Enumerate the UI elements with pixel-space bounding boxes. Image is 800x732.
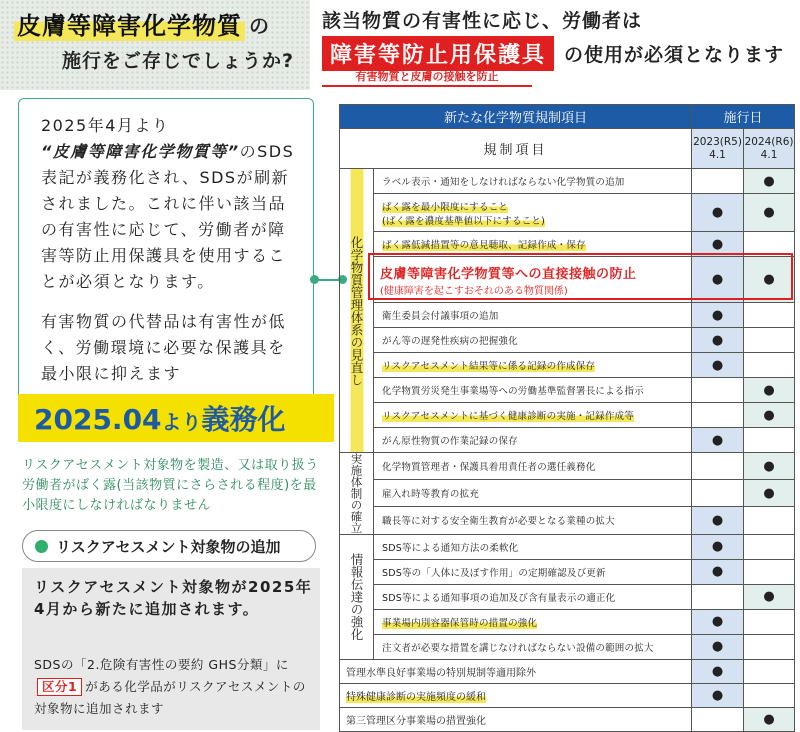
category-chemical-management: 化学物質管理体系の見直し bbox=[340, 169, 374, 453]
mandatory-band-text bbox=[34, 398, 286, 438]
dot-icon: ● bbox=[763, 407, 775, 423]
table-row-item: SDS等による通知方法の柔軟化 bbox=[374, 534, 692, 559]
year-2024-label: 2024(R6) bbox=[744, 135, 794, 148]
header-right-line2: の使用が必須となります bbox=[564, 44, 785, 66]
table-row-item: 管理水準良好事業場の特別規制等適用除外 bbox=[340, 659, 692, 683]
dot-icon: ● bbox=[711, 512, 724, 528]
cell-2024 bbox=[744, 303, 795, 328]
cell-2023 bbox=[692, 403, 744, 428]
table-year-2023 bbox=[692, 129, 744, 169]
table-row-item: ラベル表示・通知をしなければならない化学物質の追加 bbox=[374, 169, 692, 194]
dot-icon: ● bbox=[711, 564, 724, 579]
dot-icon: ● bbox=[711, 687, 724, 703]
info-callout bbox=[18, 98, 314, 416]
ras-detail-text bbox=[34, 654, 316, 720]
cell-2024 bbox=[744, 232, 795, 257]
cell-2024 bbox=[744, 634, 795, 659]
cell-2023 bbox=[692, 378, 744, 403]
category-implementation-system: 実施体制の確立 bbox=[340, 453, 374, 535]
cell-2023 bbox=[692, 328, 744, 353]
dot-icon: ● bbox=[763, 173, 775, 189]
cell-2024 bbox=[744, 194, 795, 232]
cell-2023 bbox=[692, 609, 744, 634]
year-2023-day: 4.1 bbox=[709, 148, 726, 161]
dot-icon: ● bbox=[711, 663, 724, 679]
row-text: 皮膚等障害化学物質等への直接接触の防止 bbox=[380, 266, 637, 282]
dot-icon: ● bbox=[763, 272, 775, 287]
dot-icon: ● bbox=[711, 357, 724, 373]
table-row-item: 雇入れ時等教育の拡充 bbox=[374, 480, 692, 507]
header-title-particle: の bbox=[249, 14, 269, 38]
cell-2024 bbox=[744, 507, 795, 534]
cell-2024 bbox=[744, 534, 795, 559]
cell-2024 bbox=[744, 353, 795, 378]
table-row-item bbox=[374, 609, 692, 634]
table-row-item bbox=[374, 194, 692, 232]
cell-2023 bbox=[692, 634, 744, 659]
table-row-item bbox=[374, 353, 692, 378]
row-text: ばく露低減措置等の意見聴取、記録作成・保存 bbox=[382, 240, 586, 251]
cell-2023 bbox=[692, 707, 744, 731]
dot-icon: ● bbox=[711, 639, 724, 654]
cell-2024 bbox=[744, 559, 795, 584]
connector-dot-left bbox=[310, 275, 319, 284]
table-row-item bbox=[374, 403, 692, 428]
cell-2024 bbox=[744, 584, 795, 609]
cell-2023 bbox=[692, 353, 744, 378]
header-subtitle: 施行をご存じでしょうか? bbox=[62, 50, 295, 72]
cell-2024 bbox=[744, 428, 795, 453]
callout-paragraph-2: 有害物質の代替品は有害性が低く、労働環境に必要な保護具を最小限に抑えます bbox=[41, 312, 287, 383]
table-row-item: 化学物質管理者・保護具着用責任者の選任義務化 bbox=[374, 453, 692, 480]
cell-2023 bbox=[692, 534, 744, 559]
protective-equipment-badge: 障害等防止用保護具 bbox=[322, 36, 554, 71]
header-right-line1: 該当物質の有害性に応じ、労働者は bbox=[322, 10, 643, 32]
row-subtext: (健康障害を起こすおそれのある物質関係) bbox=[380, 285, 568, 297]
table-head-date: 施行日 bbox=[692, 105, 795, 129]
dot-icon: ● bbox=[763, 382, 775, 398]
table-row-item bbox=[374, 232, 692, 257]
band-particle: より bbox=[161, 410, 202, 434]
cell-2023 bbox=[692, 428, 744, 453]
dot-icon: ● bbox=[711, 236, 724, 252]
row-text: 事業場内別容器保管時の措置の強化 bbox=[382, 617, 538, 629]
cell-2023 bbox=[692, 232, 744, 257]
cell-2023 bbox=[692, 194, 744, 232]
cell-2024 bbox=[744, 683, 795, 707]
category-information-transfer: 情報伝達の強化 bbox=[340, 534, 374, 659]
cell-2023 bbox=[692, 659, 744, 683]
cell-2024 bbox=[744, 169, 795, 194]
dot-icon: ● bbox=[711, 614, 724, 629]
risk-assessment-note: リスクアセスメント対象物を製造、又は取り扱う労働者がばく露(当該物質にさらされる程度)を最小限度にしなければなりません bbox=[22, 458, 319, 513]
table-row-item: SDS等の「人体に及ぼす作用」の定期確認及び更新 bbox=[374, 559, 692, 584]
table-row-item: がん原性物質の作業記録の保存 bbox=[374, 428, 692, 453]
dot-icon: ● bbox=[711, 432, 724, 448]
ras-section-label-text: リスクアセスメント対象物の追加 bbox=[56, 537, 281, 556]
row-text: 特殊健康診断の実施頻度の緩和 bbox=[346, 691, 486, 703]
row-text: リスクアセスメントに基づく健康診断の実施・記録作成等 bbox=[382, 411, 634, 422]
regulation-table bbox=[339, 104, 795, 732]
ras-text-b: がある化学品がリスクアセスメントの対象物に追加されます bbox=[34, 679, 306, 716]
table-row-item: 注文者が必要な措置を講じなければならない設備の範囲の拡大 bbox=[374, 634, 692, 659]
dot-icon: ● bbox=[711, 272, 724, 287]
dot-icon: ● bbox=[711, 332, 724, 348]
cell-2023 bbox=[692, 584, 744, 609]
table-row-item: がん等の遅発性疾病の把握強化 bbox=[374, 328, 692, 353]
cell-2023 bbox=[692, 683, 744, 707]
cell-2024 bbox=[744, 403, 795, 428]
table-row-item: 衛生委員会付議事項の追加 bbox=[374, 303, 692, 328]
dot-icon: ● bbox=[711, 539, 724, 554]
category1-badge: 区分1 bbox=[37, 678, 82, 696]
callout-text: のSDS表記が義務化され、SDSが刷新されました。これに伴い該当品の有害性に応じて、労働者が障害等防止用保護具を使用することが必須となります。 bbox=[41, 142, 295, 291]
ras-text-a: SDSの「2.危険有害性の要約 GHS分類」に bbox=[34, 657, 289, 672]
dot-icon: ● bbox=[711, 205, 724, 220]
callout-paragraph-1 bbox=[41, 113, 303, 295]
table-subhead-items: 規制項目 bbox=[340, 129, 692, 169]
cell-2024 bbox=[744, 378, 795, 403]
table-row-item: 化学物質労災発生事業場等への労働基準監督署長による指示 bbox=[374, 378, 692, 403]
year-2024-day: 4.1 bbox=[760, 148, 778, 161]
header-right-row2 bbox=[322, 36, 784, 71]
table-row-item bbox=[340, 683, 692, 707]
dot-icon: ● bbox=[763, 485, 775, 501]
cell-2023 bbox=[692, 480, 744, 507]
cell-2023 bbox=[692, 303, 744, 328]
cell-2024 bbox=[744, 328, 795, 353]
header-title bbox=[14, 6, 269, 41]
cell-2024 bbox=[744, 480, 795, 507]
dot-icon: ● bbox=[763, 458, 775, 474]
band-date: 2025.04 bbox=[34, 403, 162, 436]
dot-icon: ● bbox=[711, 307, 724, 323]
table-head-items: 新たな化学物質規制項目 bbox=[340, 105, 692, 129]
row-text: リスクアセスメント結果等に係る記録の作成保存 bbox=[382, 361, 596, 372]
cell-2023 bbox=[692, 559, 744, 584]
band-word: 義務化 bbox=[201, 403, 286, 436]
header-title-highlight: 皮膚等障害化学物質 bbox=[14, 6, 245, 41]
table-row-item-highlighted bbox=[374, 257, 692, 303]
cell-2024 bbox=[744, 707, 795, 731]
row-text: ばく露を最小限度にすること bbox=[382, 201, 509, 213]
bullet-dot-icon bbox=[35, 540, 48, 553]
row-subtext: (ばく露を濃度基準値以下にすること) bbox=[382, 215, 546, 227]
ras-detail-heading: リスクアセスメント対象物が2025年4月から新たに追加されます。 bbox=[34, 578, 313, 618]
cell-2023 bbox=[692, 507, 744, 534]
callout-date: 2025年4月より bbox=[41, 116, 170, 135]
ras-section-label bbox=[22, 530, 316, 562]
cell-2024 bbox=[744, 257, 795, 303]
header-left-panel bbox=[0, 0, 310, 90]
cell-2023 bbox=[692, 453, 744, 480]
dot-icon: ● bbox=[763, 589, 775, 604]
callout-quote: “皮膚等障害化学物質等” bbox=[41, 142, 240, 161]
cell-2024 bbox=[744, 453, 795, 480]
table-year-2024 bbox=[744, 129, 795, 169]
year-2023-label: 2023(R5) bbox=[693, 135, 742, 148]
header-right-note: 有害物質と皮膚の接触を防止 bbox=[322, 68, 532, 87]
dot-icon: ● bbox=[763, 205, 775, 220]
mandatory-band bbox=[18, 394, 334, 442]
cell-2023 bbox=[692, 169, 744, 194]
table-row-item: 職長等に対する安全衛生教育が必要となる業種の拡大 bbox=[374, 507, 692, 534]
table-row-item: 第三管理区分事業場の措置強化 bbox=[340, 707, 692, 731]
dot-icon: ● bbox=[763, 711, 775, 727]
cell-2023 bbox=[692, 257, 744, 303]
ras-detail-box bbox=[22, 568, 320, 730]
table-row-item: SDS等による通知事項の追加及び含有量表示の適正化 bbox=[374, 584, 692, 609]
cell-2024 bbox=[744, 659, 795, 683]
cell-2024 bbox=[744, 609, 795, 634]
